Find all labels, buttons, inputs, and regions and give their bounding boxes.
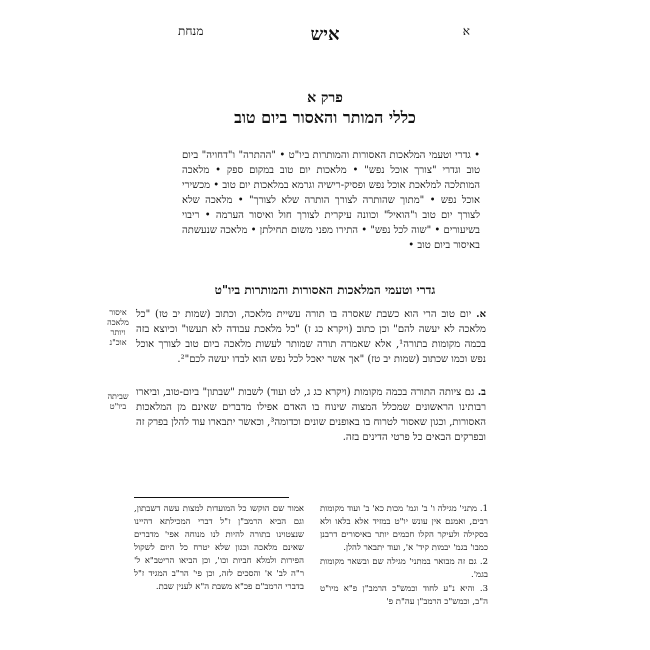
footnotes-column-left: אמור שם הוקשו כל המועדות למצות עשה דשבתון, וגם הביא הרמב"ן ז"ל דברי המכילתא דהיינו שנצטוינו בתורה להיות לנו מנוחה אפי' מדברים שאינם מלאכה וכגון שלא יטרח כל היום לשקול הפירות ולמלא חביות וכו', וכן הביאו הריטב"א ל' ר"ה לב' א' והסכים לזה, וכן פי' הר"ב המגיד ז"ל בדברי הרמב"ם פכ"א משבת ה"א לענין שבת. (134, 504, 304, 592)
paragraph-letter: ב. (477, 387, 486, 398)
footnote: 2. גם זה מבואר במתני' מגילה שם ובשאר מקומות בגמ'. (320, 557, 488, 580)
margin-note: איסור מלאכה ויותר אוכ"נ (107, 308, 129, 347)
paragraph-letter: א. (476, 309, 486, 320)
running-header-book: מנחת (178, 24, 204, 38)
paragraph-a (136, 307, 486, 367)
chapter-summary: • גדרי וטעמי המלאכות האסורות והמותרות ביו"ט • "ההתרה" ו"דחויה" ביום טוב וגדרי "צורך אוכל נפש" • מלאכות יום טוב במקום ספק • מלאכה המותלכה למלאכת אוכל נפש ופסיק-רישיה וגרמא במלאכות יום טוב • מכשירי אוכל נפש • "מתוך שהותרה לצורך הותרה שלא לצורך" • מלאכה שלא לצורך יום טוב ו"הואיל" וכוונה עיקרית לצורך חול ואיסור הערמה • ריבוי בשיעורים • "שוה לכל נפש" • התירו מפני משום תחילתן • מלאכה שנעשתה באיסור ביום טוב • (182, 150, 480, 251)
footnote: 3. והיא נ"ע לחוד וכמש"כ הרמב"ן פ"א מיו"ט ה"ב, וכמש"כ הרמב"ן עה"ת פ' (320, 584, 488, 607)
paragraph-text: גם ציותה התורה בכמה מקומות (ויקרא כג ג, לט ועוד) לשבות "שבתון" ביום-טוב, וביארו רבותינו הראשונים שמכלל המצוה שינוח בו האדם אפילו מדברים שאינם מן המלאכות האסורות, וכגון שאסור לטרוח בו באופנים שונים וכדומה³, וכאשר יתבארו עוד להלן בפרק זה ובפרקים הבאים כל פרטי הדינים בזה. (136, 387, 486, 443)
paragraph-text: יום טוב הרי הוא כשבת שאסרה בו תורה עשיית מלאכה, וכתוב (שמות יב טז) "כל מלאכה לא יעשה להם" וכן כתוב (ויקרא כג ז) "כל מלאכת עבודה לא תעשו" וכיוצא בזה בכמה מקומות בתורה¹, אלא שאמרה תורה שמותר לעשות מלאכה ביום טוב לצורך אוכל נפש וכמו שכתוב (שמות יב טז) "אך אשר יאכל לכל נפש הוא לבדו יעשה לכם"². (136, 309, 487, 365)
footnotes-column-right (320, 503, 488, 610)
running-header-title: איש (310, 24, 340, 45)
chapter-title: כללי המותר והאסור ביום טוב (234, 108, 416, 127)
paragraph-b (136, 385, 486, 445)
chapter-label: פרק א (307, 90, 343, 106)
margin-note: שביתה ביו"ט (107, 392, 129, 411)
footnote-divider (134, 497, 289, 498)
page-number: א (462, 24, 470, 38)
footnote: 1. מתני' מגילה ו' ב' וגמ' מכות כא' ב' ועוד מקומות רבים, ואמנם אין עונש יו"ט במזיד אלא בלאו ולא בסקילה ולעיקר הקלו חכמים יותר באיסורים דרבנן כמבו' בגמ' יבמות קיד' א', ועוד יתבאר להלן. (320, 504, 488, 553)
section-heading: גדרי וטעמי המלאכות האסורות והמותרות ביו"ט (214, 283, 436, 297)
